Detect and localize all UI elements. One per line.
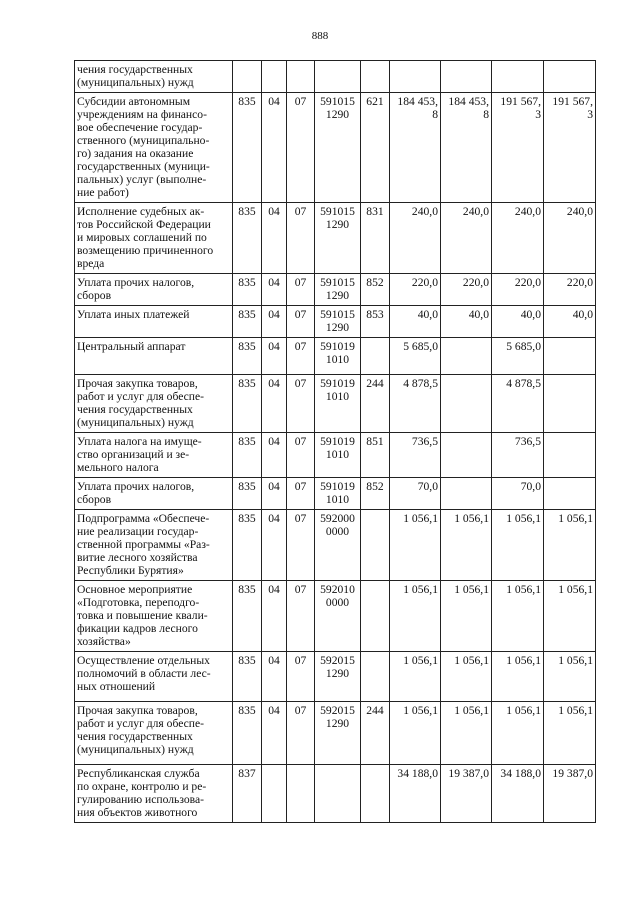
cell-amount-4: 40,0 — [544, 306, 596, 338]
cell-amount-3: 4 878,5 — [492, 375, 544, 433]
cell-amount-2: 19 387,0 — [441, 765, 492, 823]
cell-subsection: 07 — [287, 702, 315, 765]
cell-target-article: 592015 1290 — [315, 652, 361, 702]
cell-name: Подпрограмма «Обеспече- ние реализации государ- ственной программы «Раз- витие лесного хозяйства Республики Бурятия» — [75, 510, 233, 581]
cell-amount-1: 736,5 — [390, 433, 441, 478]
cell-admin-code: 835 — [233, 581, 262, 652]
table-row — [75, 93, 596, 203]
cell-amount-3: 1 056,1 — [492, 652, 544, 702]
cell-amount-2: 1 056,1 — [441, 652, 492, 702]
cell-section: 04 — [262, 203, 287, 274]
cell-amount-4 — [544, 478, 596, 510]
cell-amount-3: 34 188,0 — [492, 765, 544, 823]
cell-subsection: 07 — [287, 93, 315, 203]
cell-section: 04 — [262, 375, 287, 433]
cell-amount-1: 1 056,1 — [390, 581, 441, 652]
cell-amount-3: 220,0 — [492, 274, 544, 306]
cell-section: 04 — [262, 433, 287, 478]
cell-amount-2: 40,0 — [441, 306, 492, 338]
cell-section: 04 — [262, 93, 287, 203]
cell-amount-1: 184 453, 8 — [390, 93, 441, 203]
table-row — [75, 581, 596, 652]
cell-amount-3: 70,0 — [492, 478, 544, 510]
cell-section: 04 — [262, 478, 287, 510]
cell-expense-type: 244 — [361, 702, 390, 765]
cell-expense-type: 852 — [361, 274, 390, 306]
cell-amount-4: 191 567, 3 — [544, 93, 596, 203]
cell-amount-4 — [544, 375, 596, 433]
cell-amount-4: 1 056,1 — [544, 652, 596, 702]
cell-name: Республиканская служба по охране, контролю и ре- гулированию использова- ния объектов животного — [75, 765, 233, 823]
cell-subsection: 07 — [287, 274, 315, 306]
cell-amount-2 — [441, 478, 492, 510]
cell-subsection: 07 — [287, 652, 315, 702]
cell-subsection: 07 — [287, 203, 315, 274]
cell-expense-type: 244 — [361, 375, 390, 433]
cell-amount-1: 4 878,5 — [390, 375, 441, 433]
cell-amount-1: 34 188,0 — [390, 765, 441, 823]
cell-admin-code: 835 — [233, 652, 262, 702]
table-row — [75, 702, 596, 765]
cell-name: Прочая закупка товаров, работ и услуг для обеспе- чения государственных (муниципальных) нужд — [75, 702, 233, 765]
cell-name: Субсидии автономным учреждениям на финансо- вое обеспечение государ- ственного (муниципально- го) задания на оказание государственных (муници- пальных) услуг (выполне- ние работ) — [75, 93, 233, 203]
cell-section: 04 — [262, 338, 287, 375]
cell-expense-type: 831 — [361, 203, 390, 274]
cell-expense-type — [361, 652, 390, 702]
cell-subsection: 07 — [287, 375, 315, 433]
cell-amount-3: 736,5 — [492, 433, 544, 478]
cell-admin-code: 837 — [233, 765, 262, 823]
cell-name: Прочая закупка товаров, работ и услуг для обеспе- чения государственных (муниципальных) нужд — [75, 375, 233, 433]
cell-expense-type — [361, 581, 390, 652]
cell-amount-2 — [441, 375, 492, 433]
cell-amount-4 — [544, 338, 596, 375]
cell-amount-4: 1 056,1 — [544, 581, 596, 652]
cell-amount-4: 1 056,1 — [544, 702, 596, 765]
table-row — [75, 478, 596, 510]
cell-section — [262, 765, 287, 823]
cell-admin-code: 835 — [233, 274, 262, 306]
cell-section — [262, 61, 287, 93]
cell-amount-4: 240,0 — [544, 203, 596, 274]
cell-amount-3: 1 056,1 — [492, 581, 544, 652]
cell-amount-3: 1 056,1 — [492, 702, 544, 765]
table-row — [75, 510, 596, 581]
cell-amount-1: 40,0 — [390, 306, 441, 338]
cell-amount-1: 5 685,0 — [390, 338, 441, 375]
cell-amount-1: 1 056,1 — [390, 702, 441, 765]
cell-amount-2 — [441, 338, 492, 375]
cell-amount-4: 220,0 — [544, 274, 596, 306]
budget-table — [74, 60, 596, 823]
cell-name: Основное мероприятие «Подготовка, переподго- товка и повышение квали- фикации кадров лесного хозяйства» — [75, 581, 233, 652]
cell-amount-2: 220,0 — [441, 274, 492, 306]
cell-target-article: 591019 1010 — [315, 375, 361, 433]
cell-name: чения государственных (муниципальных) нужд — [75, 61, 233, 93]
cell-expense-type: 621 — [361, 93, 390, 203]
cell-target-article: 591019 1010 — [315, 433, 361, 478]
cell-section: 04 — [262, 652, 287, 702]
cell-amount-4: 19 387,0 — [544, 765, 596, 823]
cell-name: Уплата иных платежей — [75, 306, 233, 338]
cell-amount-2: 240,0 — [441, 203, 492, 274]
cell-target-article: 591015 1290 — [315, 203, 361, 274]
cell-admin-code: 835 — [233, 93, 262, 203]
cell-target-article: 591019 1010 — [315, 338, 361, 375]
cell-subsection: 07 — [287, 510, 315, 581]
cell-name: Уплата налога на имуще- ство организаций и зе- мельного налога — [75, 433, 233, 478]
cell-amount-3: 240,0 — [492, 203, 544, 274]
table-row — [75, 61, 596, 93]
cell-admin-code: 835 — [233, 478, 262, 510]
cell-amount-1: 70,0 — [390, 478, 441, 510]
cell-amount-3 — [492, 61, 544, 93]
cell-expense-type: 853 — [361, 306, 390, 338]
cell-name: Осуществление отдельных полномочий в области лес- ных отношений — [75, 652, 233, 702]
cell-amount-2: 1 056,1 — [441, 510, 492, 581]
cell-amount-1: 220,0 — [390, 274, 441, 306]
cell-name: Исполнение судебных ак- тов Российской Федерации и мировых соглашений по возмещению причиненного вреда — [75, 203, 233, 274]
cell-target-article: 592015 1290 — [315, 702, 361, 765]
cell-subsection: 07 — [287, 581, 315, 652]
table-row — [75, 338, 596, 375]
cell-name: Уплата прочих налогов, сборов — [75, 478, 233, 510]
cell-target-article: 591015 1290 — [315, 306, 361, 338]
cell-expense-type: 851 — [361, 433, 390, 478]
cell-subsection — [287, 765, 315, 823]
cell-amount-1: 1 056,1 — [390, 510, 441, 581]
cell-subsection — [287, 61, 315, 93]
cell-expense-type — [361, 61, 390, 93]
cell-target-article: 591019 1010 — [315, 478, 361, 510]
cell-section: 04 — [262, 306, 287, 338]
cell-amount-3: 40,0 — [492, 306, 544, 338]
cell-amount-2: 1 056,1 — [441, 581, 492, 652]
cell-target-article — [315, 61, 361, 93]
cell-amount-2: 184 453, 8 — [441, 93, 492, 203]
cell-admin-code: 835 — [233, 375, 262, 433]
cell-amount-4 — [544, 61, 596, 93]
cell-admin-code: 835 — [233, 306, 262, 338]
table-row — [75, 203, 596, 274]
table-row — [75, 433, 596, 478]
cell-amount-2 — [441, 433, 492, 478]
cell-target-article: 591015 1290 — [315, 274, 361, 306]
cell-expense-type — [361, 338, 390, 375]
cell-expense-type: 852 — [361, 478, 390, 510]
cell-target-article — [315, 765, 361, 823]
cell-admin-code: 835 — [233, 433, 262, 478]
cell-amount-1: 240,0 — [390, 203, 441, 274]
cell-subsection: 07 — [287, 433, 315, 478]
cell-target-article: 592010 0000 — [315, 581, 361, 652]
cell-admin-code: 835 — [233, 203, 262, 274]
table-row — [75, 274, 596, 306]
table-row — [75, 306, 596, 338]
page-number: 888 — [311, 30, 329, 42]
cell-admin-code: 835 — [233, 510, 262, 581]
cell-target-article: 592000 0000 — [315, 510, 361, 581]
cell-amount-4: 1 056,1 — [544, 510, 596, 581]
cell-amount-4 — [544, 433, 596, 478]
cell-amount-2: 1 056,1 — [441, 702, 492, 765]
cell-section: 04 — [262, 581, 287, 652]
cell-admin-code: 835 — [233, 338, 262, 375]
cell-section: 04 — [262, 510, 287, 581]
cell-expense-type — [361, 510, 390, 581]
cell-admin-code: 835 — [233, 702, 262, 765]
cell-admin-code — [233, 61, 262, 93]
cell-name: Уплата прочих налогов, сборов — [75, 274, 233, 306]
cell-amount-3: 5 685,0 — [492, 338, 544, 375]
table-row — [75, 652, 596, 702]
cell-subsection: 07 — [287, 338, 315, 375]
cell-section: 04 — [262, 702, 287, 765]
table-row — [75, 375, 596, 433]
cell-name: Центральный аппарат — [75, 338, 233, 375]
cell-amount-3: 191 567, 3 — [492, 93, 544, 203]
cell-amount-1: 1 056,1 — [390, 652, 441, 702]
cell-subsection: 07 — [287, 478, 315, 510]
cell-section: 04 — [262, 274, 287, 306]
cell-target-article: 591015 1290 — [315, 93, 361, 203]
table-body — [75, 61, 596, 823]
cell-amount-2 — [441, 61, 492, 93]
cell-amount-1 — [390, 61, 441, 93]
cell-subsection: 07 — [287, 306, 315, 338]
table-row — [75, 765, 596, 823]
cell-expense-type — [361, 765, 390, 823]
cell-amount-3: 1 056,1 — [492, 510, 544, 581]
